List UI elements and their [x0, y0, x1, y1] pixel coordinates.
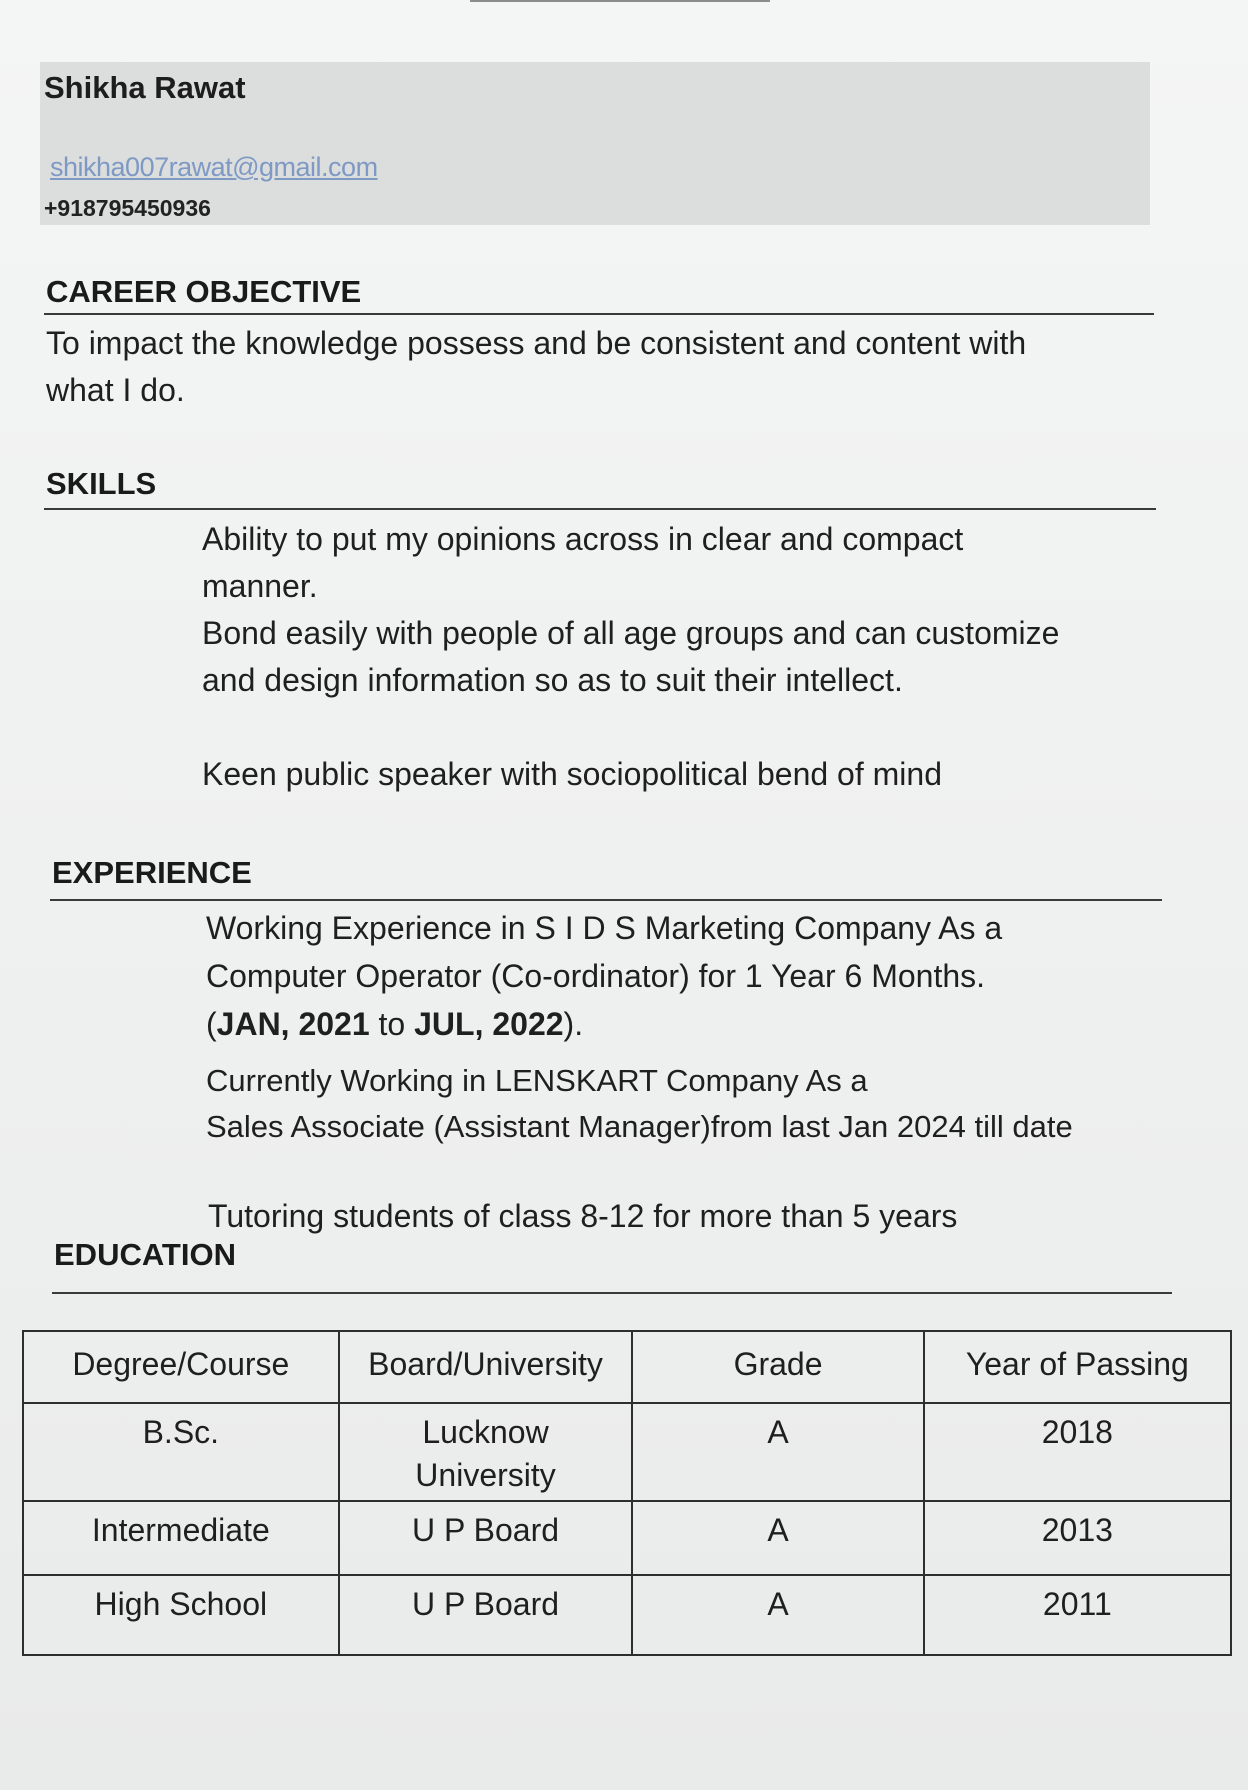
degree-cell: B.Sc. — [23, 1403, 339, 1501]
career-objective-text — [46, 320, 1026, 414]
column-header-board: Board/University — [339, 1331, 633, 1403]
career-objective-line-1: To impact the knowledge possess and be consistent and content with — [46, 325, 1027, 361]
board-line-2: University — [415, 1457, 556, 1493]
education-heading: EDUCATION — [54, 1237, 236, 1272]
career-objective-divider — [44, 313, 1154, 315]
skill-item-1-line-1: Ability to put my opinions across in clear and compact — [202, 521, 964, 557]
job-1-open-paren: ( — [206, 1006, 217, 1042]
year-cell: 2013 — [924, 1501, 1231, 1575]
education-table-header-row — [23, 1331, 1231, 1403]
job-1-line-2: Computer Operator (Co-ordinator) for 1 Year 6 Months. — [206, 958, 986, 994]
grade-cell: A — [632, 1575, 923, 1655]
education-divider — [52, 1292, 1172, 1294]
candidate-name: Shikha Rawat — [44, 70, 246, 105]
table-row — [23, 1403, 1231, 1501]
job-1-start-date: JAN, 2021 — [216, 1006, 370, 1042]
board-cell: U P Board — [339, 1575, 633, 1655]
board-line-1: Lucknow — [422, 1414, 549, 1450]
grade-cell: A — [632, 1501, 923, 1575]
experience-job-1 — [206, 904, 1002, 1048]
skill-item-2-line-1: Bond easily with people of all age groups and can customize — [202, 615, 1060, 651]
experience-heading: EXPERIENCE — [52, 855, 252, 890]
column-header-grade: Grade — [632, 1331, 923, 1403]
year-cell: 2018 — [924, 1403, 1231, 1501]
career-objective-heading: CAREER OBJECTIVE — [46, 274, 362, 309]
skills-list — [202, 516, 1059, 798]
skill-item-3: Keen public speaker with sociopolitical bend of mind — [202, 756, 942, 792]
experience-divider — [50, 899, 1162, 901]
paper-edge — [470, 0, 770, 2]
degree-cell: Intermediate — [23, 1501, 339, 1575]
board-cell: U P Board — [339, 1501, 633, 1575]
job-1-period — [206, 1000, 1002, 1048]
skills-heading: SKILLS — [46, 466, 157, 501]
table-row — [23, 1575, 1231, 1655]
grade-cell: A — [632, 1403, 923, 1501]
column-header-year: Year of Passing — [924, 1331, 1231, 1403]
career-objective-line-2: what I do. — [46, 372, 185, 408]
education-table — [22, 1330, 1232, 1656]
job-2-line-2: Sales Associate (Assistant Manager)from last Jan 2024 till date — [206, 1109, 1073, 1144]
board-cell — [339, 1403, 633, 1501]
skill-item-2-line-2: and design information so as to suit their intellect. — [202, 662, 903, 698]
job-1-line-1: Working Experience in S I D S Marketing Company As a — [206, 910, 1003, 946]
phone-number: +918795450936 — [44, 195, 211, 221]
skills-divider — [44, 508, 1156, 510]
year-cell: 2011 — [924, 1575, 1231, 1655]
job-2-line-1: Currently Working in LENSKART Company As a — [206, 1063, 868, 1098]
job-1-to-word: to — [369, 1006, 415, 1042]
job-1-end-date: JUL, 2022 — [414, 1006, 564, 1042]
experience-job-2 — [206, 1058, 1073, 1150]
job-1-close-paren: ). — [563, 1006, 584, 1042]
column-header-degree: Degree/Course — [23, 1331, 339, 1403]
table-row — [23, 1501, 1231, 1575]
experience-job-3: Tutoring students of class 8-12 for more than 5 years — [208, 1198, 958, 1234]
skill-item-1-line-2: manner. — [202, 568, 318, 604]
degree-cell: High School — [23, 1575, 339, 1655]
email-link[interactable]: shikha007rawat@gmail.com — [50, 152, 378, 182]
